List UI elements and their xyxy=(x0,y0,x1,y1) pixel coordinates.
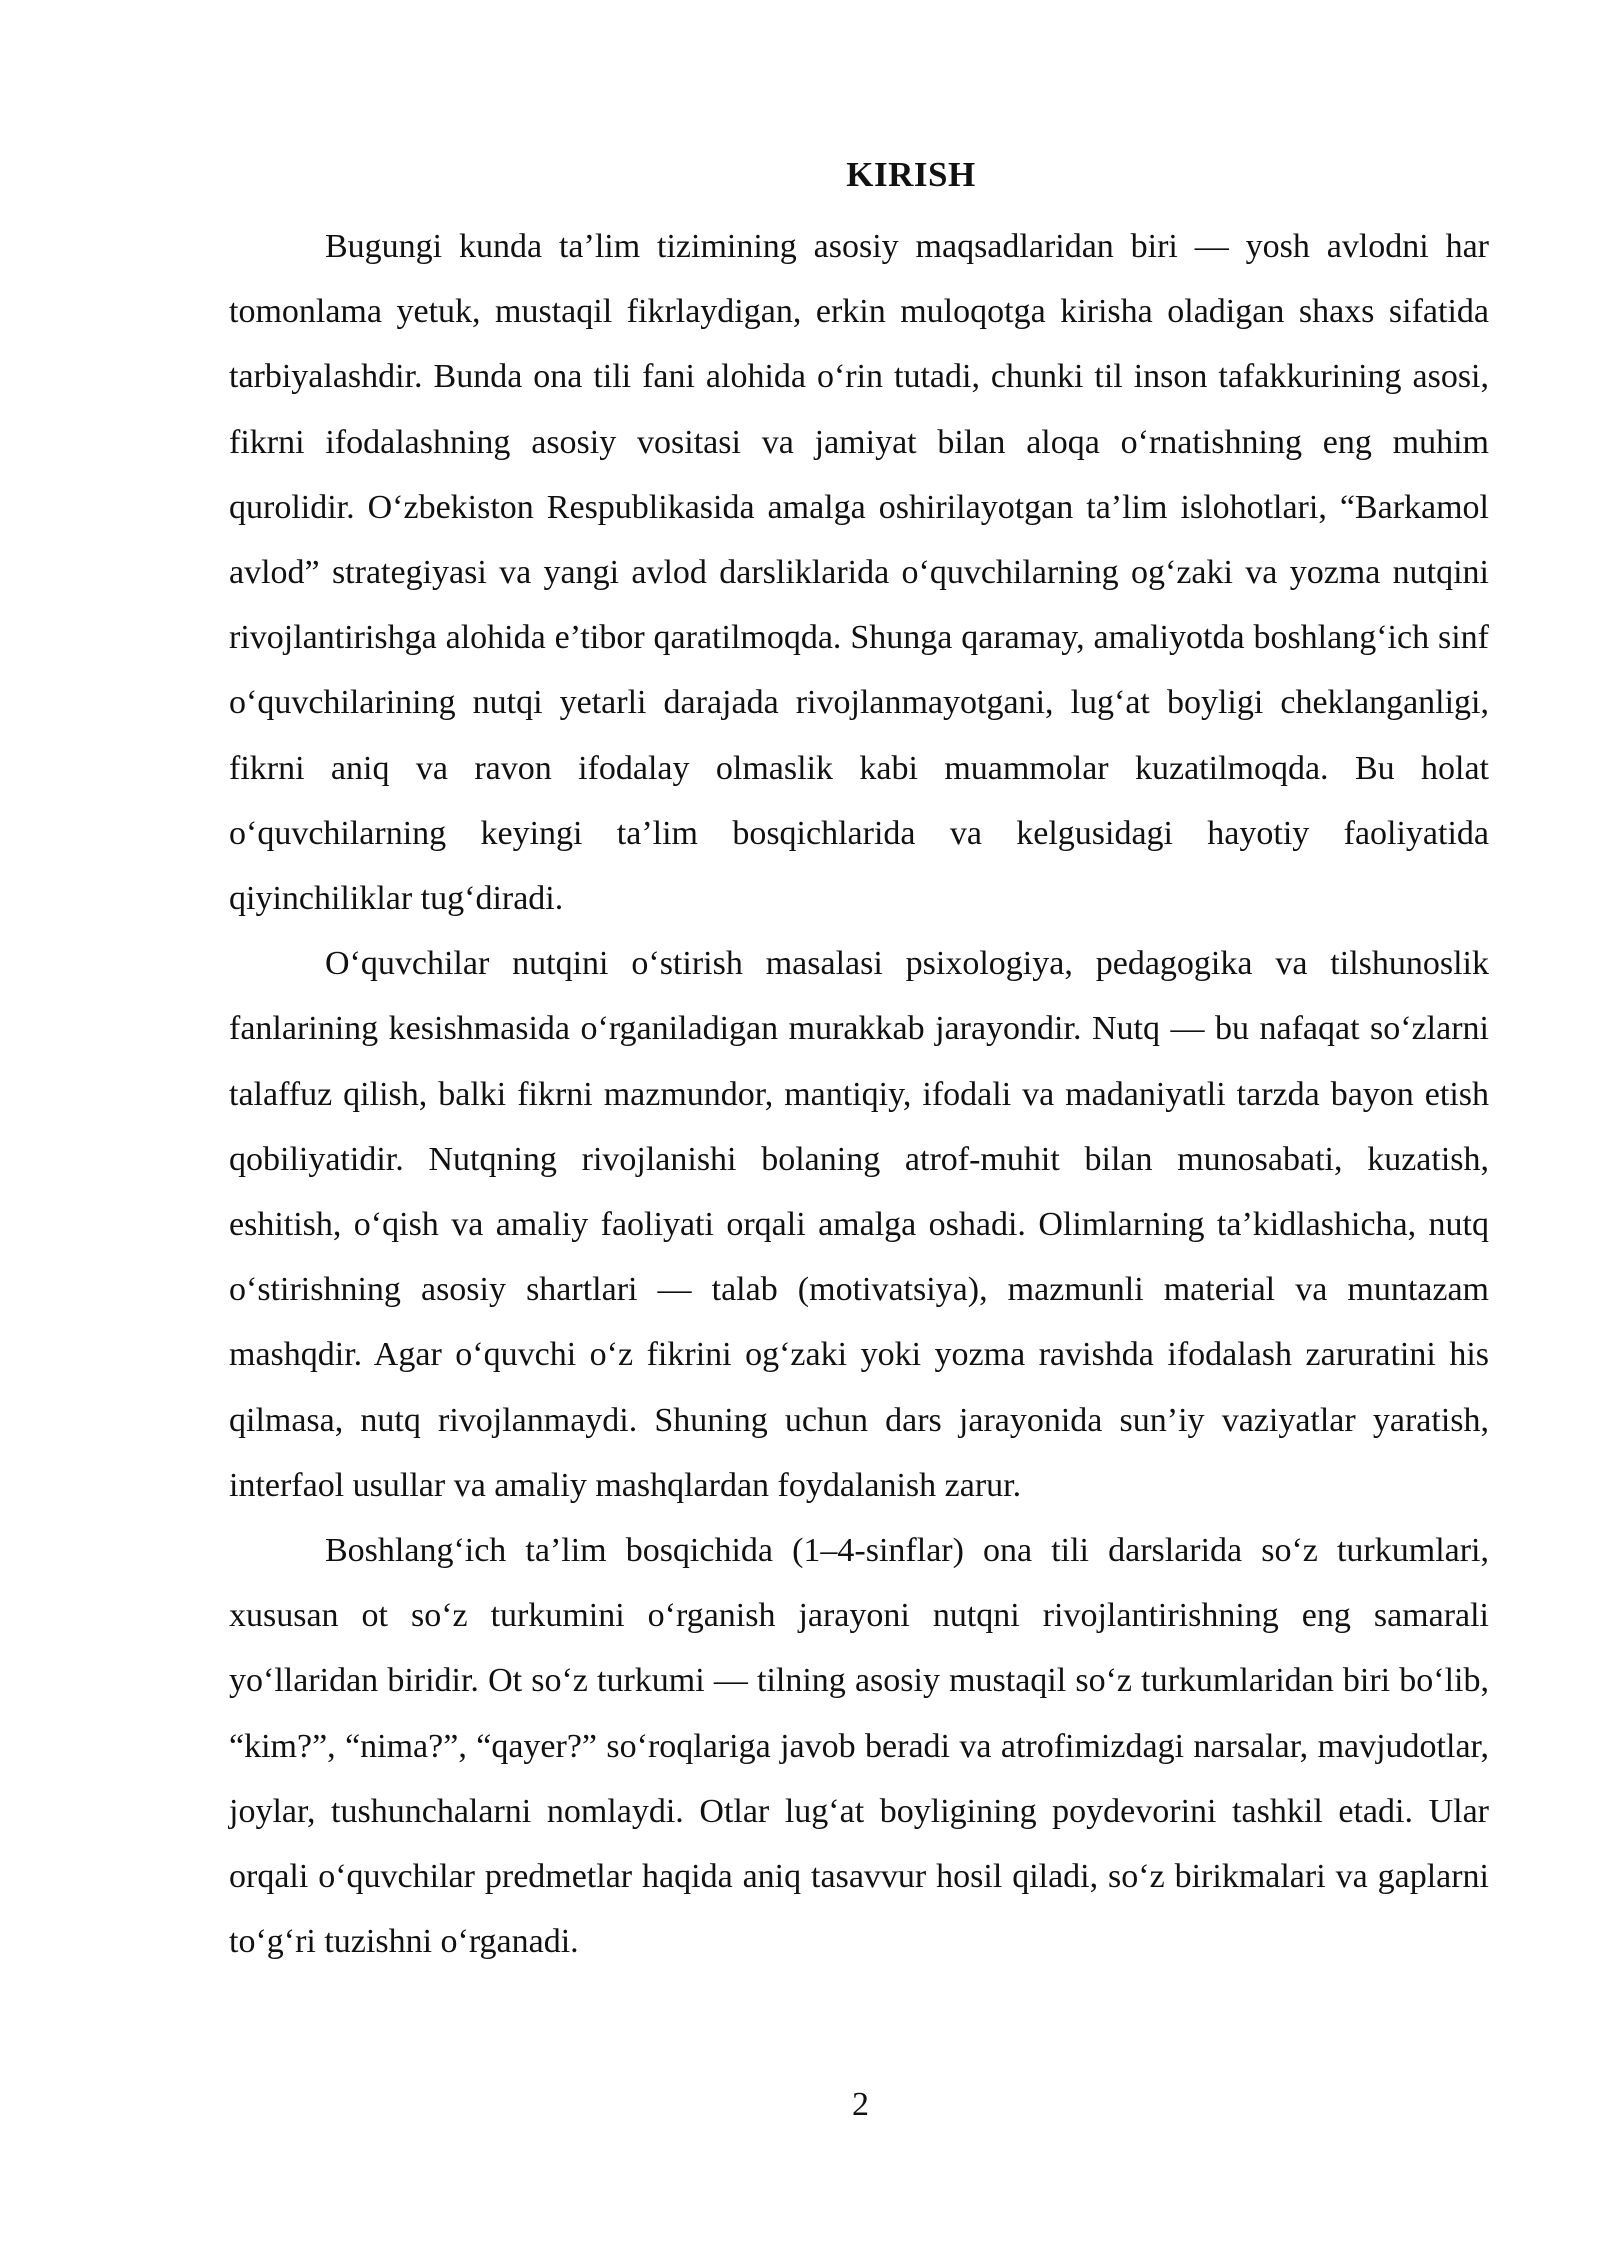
paragraph-1: Bugungi kunda ta’lim tizimining asosiy maqsadlaridan biri — yosh avlodni har tomonlama yetuk, mustaqil fikrlaydigan, erkin muloqotga kirisha oladigan shaxs sifatida tarbiyalashdir. Bunda ona tili fani alohida o‘rin tutadi, chunki til inson tafakkurining asosi, fikrni ifodalashning asosiy vositasi va jamiyat bilan aloqa o‘rnatishning eng muhim qurolidir. O‘zbekiston Respublikasida amalga oshirilayotgan ta’lim islohotlari, “Barkamol avlod” strategiyasi va yangi avlod darsliklarida o‘quvchilarning og‘zaki va yozma nutqini rivojlantirishga alohida e’tibor qaratilmoqda. Shunga qaramay, amaliyotda boshlang‘ich sinf o‘quvchilarining nutqi yetarli darajada rivojlanmayotgani, lug‘at boyligi cheklanganligi, fikrni aniq va ravon ifodalay olmaslik kabi muammolar kuzatilmoqda. Bu holat o‘quvchilarning keyingi ta’lim bosqichlarida va kelgusidagi hayotiy faoliyatida qiyinchiliklar tug‘diradi. xyxy=(229,228,1489,918)
page-number: 2 xyxy=(852,2086,869,2123)
section-heading: KIRISH xyxy=(846,155,976,194)
paragraph-3: Boshlang‘ich ta’lim bosqichida (1–4-sinflar) ona tili darslarida so‘z turkumlari, xususan ot so‘z turkumini o‘rganish jarayoni nutqni rivojlantirishning eng samarali yo‘llaridan biridir. Ot so‘z turkumi — tilning asosiy mustaqil so‘z turkumlaridan biri bo‘lib, “kim?”, “nima?”, “qayer?” so‘roqlariga javob beradi va atrofimizdagi narsalar, mavjudotlar, joylar, tushunchalarni nomlaydi. Otlar lug‘at boyligining poydevorini tashkil etadi. Ular orqali o‘quvchilar predmetlar haqida aniq tasavvur hosil qiladi, so‘z birikmalari va gaplarni to‘g‘ri tuzishni o‘rganadi. xyxy=(229,1532,1489,1961)
paragraph-2: O‘quvchilar nutqini o‘stirish masalasi psixologiya, pedagogika va tilshunoslik fanlarining kesishmasida o‘rganiladigan murakkab jarayondir. Nutq — bu nafaqat so‘zlarni talaffuz qilish, balki fikrni mazmundor, mantiqiy, ifodali va madaniyatli tarzda bayon etish qobiliyatidir. Nutqning rivojlanishi bolaning atrof-muhit bilan munosabati, kuzatish, eshitish, o‘qish va amaliy faoliyati orqali amalga oshadi. Olimlarning ta’kidlashicha, nutq o‘stirishning asosiy shartlari — talab (motivatsiya), mazmunli material va muntazam mashqdir. Agar o‘quvchi o‘z fikrini og‘zaki yoki yozma ravishda ifodalash zaruratini his qilmasa, nutq rivojlanmaydi. Shuning uchun dars jarayonida sun’iy vaziyatlar yaratish, interfaol usullar va amaliy mashqlardan foydalanish zarur. xyxy=(229,945,1489,1504)
body-text xyxy=(229,214,1489,1974)
